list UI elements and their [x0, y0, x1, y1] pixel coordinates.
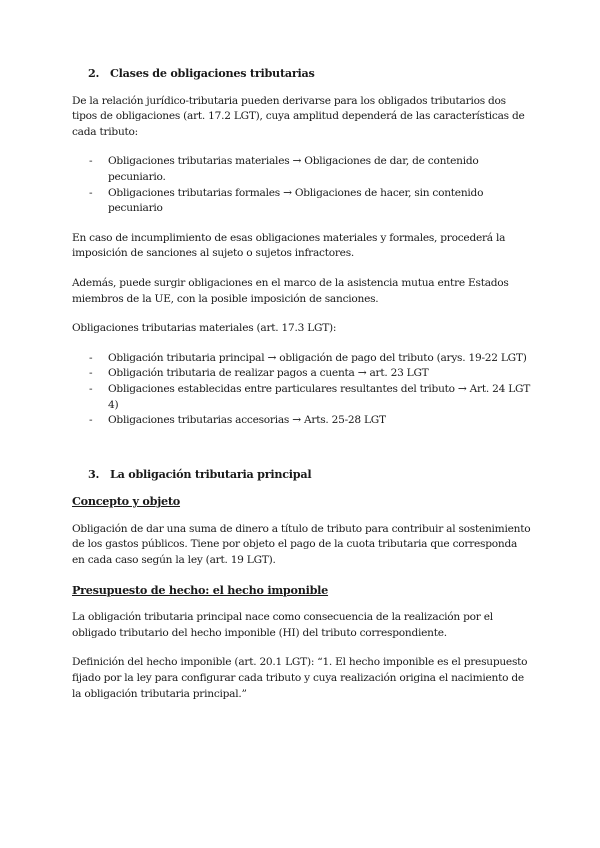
section-2-number: 2. — [88, 66, 100, 80]
subheading-concepto: Concepto y objeto — [72, 494, 181, 509]
paragraph-concepto: Obligación de dar una suma de dinero a título de tributo para contribuir al sostenimiento de los gastos públicos. Tiene por objeto el pago de la cuota tributaria que corresponda en cada caso según la ley (art. 19 LGT). — [72, 522, 531, 567]
list-item: - Obligación tributaria de realizar pagos a cuenta → art. 23 LGT — [72, 366, 532, 382]
paragraph-nace: La obligación tributaria principal nace como consecuencia de la realización por el obligado tributario del hecho imponible (HI) del tributo correspondiente. — [72, 611, 493, 639]
paragraph-ademas: Además, puede surgir obligaciones en el marco de la asistencia mutua entre Estados miembros de la UE, con la posible imposición de sanciones. — [72, 276, 509, 305]
list-item: - Obligaciones tributarias accesorias → Arts. 25-28 LGT — [72, 413, 532, 429]
list-item: - Obligaciones tributarias materiales → Obligaciones de dar, de contenido pecuniario. — [89, 155, 479, 183]
bullet-dash: - — [89, 186, 93, 199]
subheading-hecho-imponible: Presupuesto de hecho: el hecho imponible — [72, 582, 329, 597]
obligation-types-list — [72, 154, 532, 216]
list-item: - Obligaciones establecidas entre particulares resultantes del tributo → Art. 24 LGT 4) — [89, 382, 531, 411]
section-2-heading — [88, 66, 532, 82]
paragraph-definicion: Definición del hecho imponible (art. 20.1 LGT): “1. El hecho imponible es el presupuesto fijado por la ley para configurar cada tributo y cuya realización origina el nacimiento de la obligación tributaria principal.” — [72, 656, 528, 700]
bullet-dash: - — [89, 414, 93, 427]
section-2-title: Clases de obligaciones tributarias — [110, 66, 315, 80]
section-2-intro: De la relación jurídico-tributaria pueden derivarse para los obligados tributarios dos tipos de obligaciones (art. 17.2 LGT), cuya amplitud dependerá de las características de cada tributo: — [72, 94, 525, 138]
section-3-heading — [88, 467, 532, 483]
document-page — [72, 66, 532, 716]
bullet-dash: - — [89, 155, 93, 168]
bullet-dash: - — [89, 351, 93, 364]
paragraph-incumplimiento: En caso de incumplimiento de esas obligaciones materiales y formales, procederá la imposición de sanciones al sujeto o sujetos infractores. — [72, 231, 506, 260]
paragraph-materiales: Obligaciones tributarias materiales (art. 17.3 LGT): — [72, 322, 337, 335]
list-item: - Obligación tributaria principal → obligación de pago del tributo (arys. 19-22 LGT) — [72, 351, 532, 367]
section-3-title: La obligación tributaria principal — [110, 466, 312, 481]
list-item: - Obligaciones tributarias formales → Obligaciones de hacer, sin contenido pecuniario — [89, 186, 484, 215]
bullet-dash: - — [89, 382, 93, 395]
material-obligations-list — [72, 351, 532, 429]
section-spacer — [72, 443, 532, 467]
section-3-number: 3. — [88, 466, 100, 481]
bullet-dash: - — [89, 367, 93, 380]
